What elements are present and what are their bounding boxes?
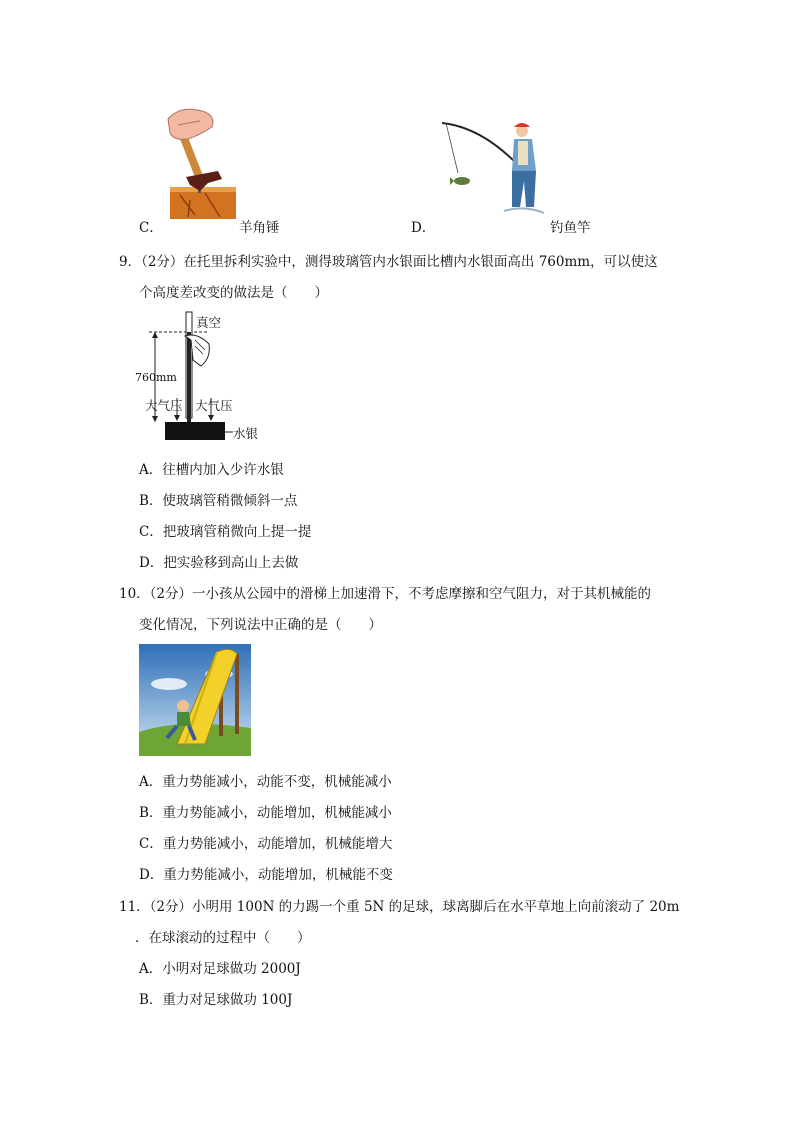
height-label: 760mm — [135, 371, 177, 384]
q9-stem-line2: 个高度差改变的做法是（ ） — [139, 285, 328, 301]
q9-option-c[interactable]: C．把玻璃管稍微向上提一提 — [139, 524, 312, 540]
q10-stem-line1: 10．（2分）一小孩从公园中的滑梯上加速滑下，不考虑摩擦和空气阻力，对于其机械能的 — [119, 586, 652, 602]
option-c-letter: C． — [139, 220, 163, 236]
torricelli-figure — [135, 310, 265, 445]
pressure-left-label: 大气压 — [145, 398, 183, 413]
q10-option-b[interactable]: B．重力势能减小，动能增加，机械能减小 — [139, 805, 392, 821]
option-c-caption: 羊角锤 — [239, 220, 280, 236]
option-d-letter: D． — [411, 220, 436, 236]
mercury-label: 水银 — [233, 426, 259, 441]
q10-option-d[interactable]: D．重力势能减小，动能增加，机械能不变 — [139, 867, 393, 883]
option-d-caption: 钓鱼竿 — [550, 220, 591, 236]
q11-option-b[interactable]: B．重力对足球做功 100J — [139, 992, 293, 1008]
slide-figure — [139, 644, 251, 756]
q9-stem-line1: 9．（2分）在托里拆利实验中，测得玻璃管内水银面比槽内水银面高出 760mm，可以使这 — [119, 254, 658, 270]
q10-stem-line2: 变化情况，下列说法中正确的是（ ） — [139, 617, 382, 633]
q11-stem-line1: 11．（2分）小明用 100N 的力踢一个重 5N 的足球，球离脚后在水平草地上向前滚动了 20m — [119, 899, 680, 915]
vacuum-label: 真空 — [196, 315, 222, 330]
q11-stem-line2: ．在球滚动的过程中（ ） — [135, 930, 311, 946]
pressure-right-label: 大气压 — [195, 398, 233, 413]
q10-option-a[interactable]: A．重力势能减小，动能不变，机械能减小 — [139, 774, 392, 790]
q9-option-b[interactable]: B．使玻璃管稍微倾斜一点 — [139, 493, 298, 509]
q10-option-c[interactable]: C．重力势能减小，动能增加，机械能增大 — [139, 836, 393, 852]
q9-option-d[interactable]: D．把实验移到高山上去做 — [139, 555, 299, 571]
q9-option-a[interactable]: A．往槽内加入少许水银 — [139, 462, 284, 478]
hammer-figure — [160, 105, 240, 220]
q11-option-a[interactable]: A．小明对足球做功 2000J — [139, 961, 301, 977]
fishing-rod-figure — [440, 115, 550, 225]
